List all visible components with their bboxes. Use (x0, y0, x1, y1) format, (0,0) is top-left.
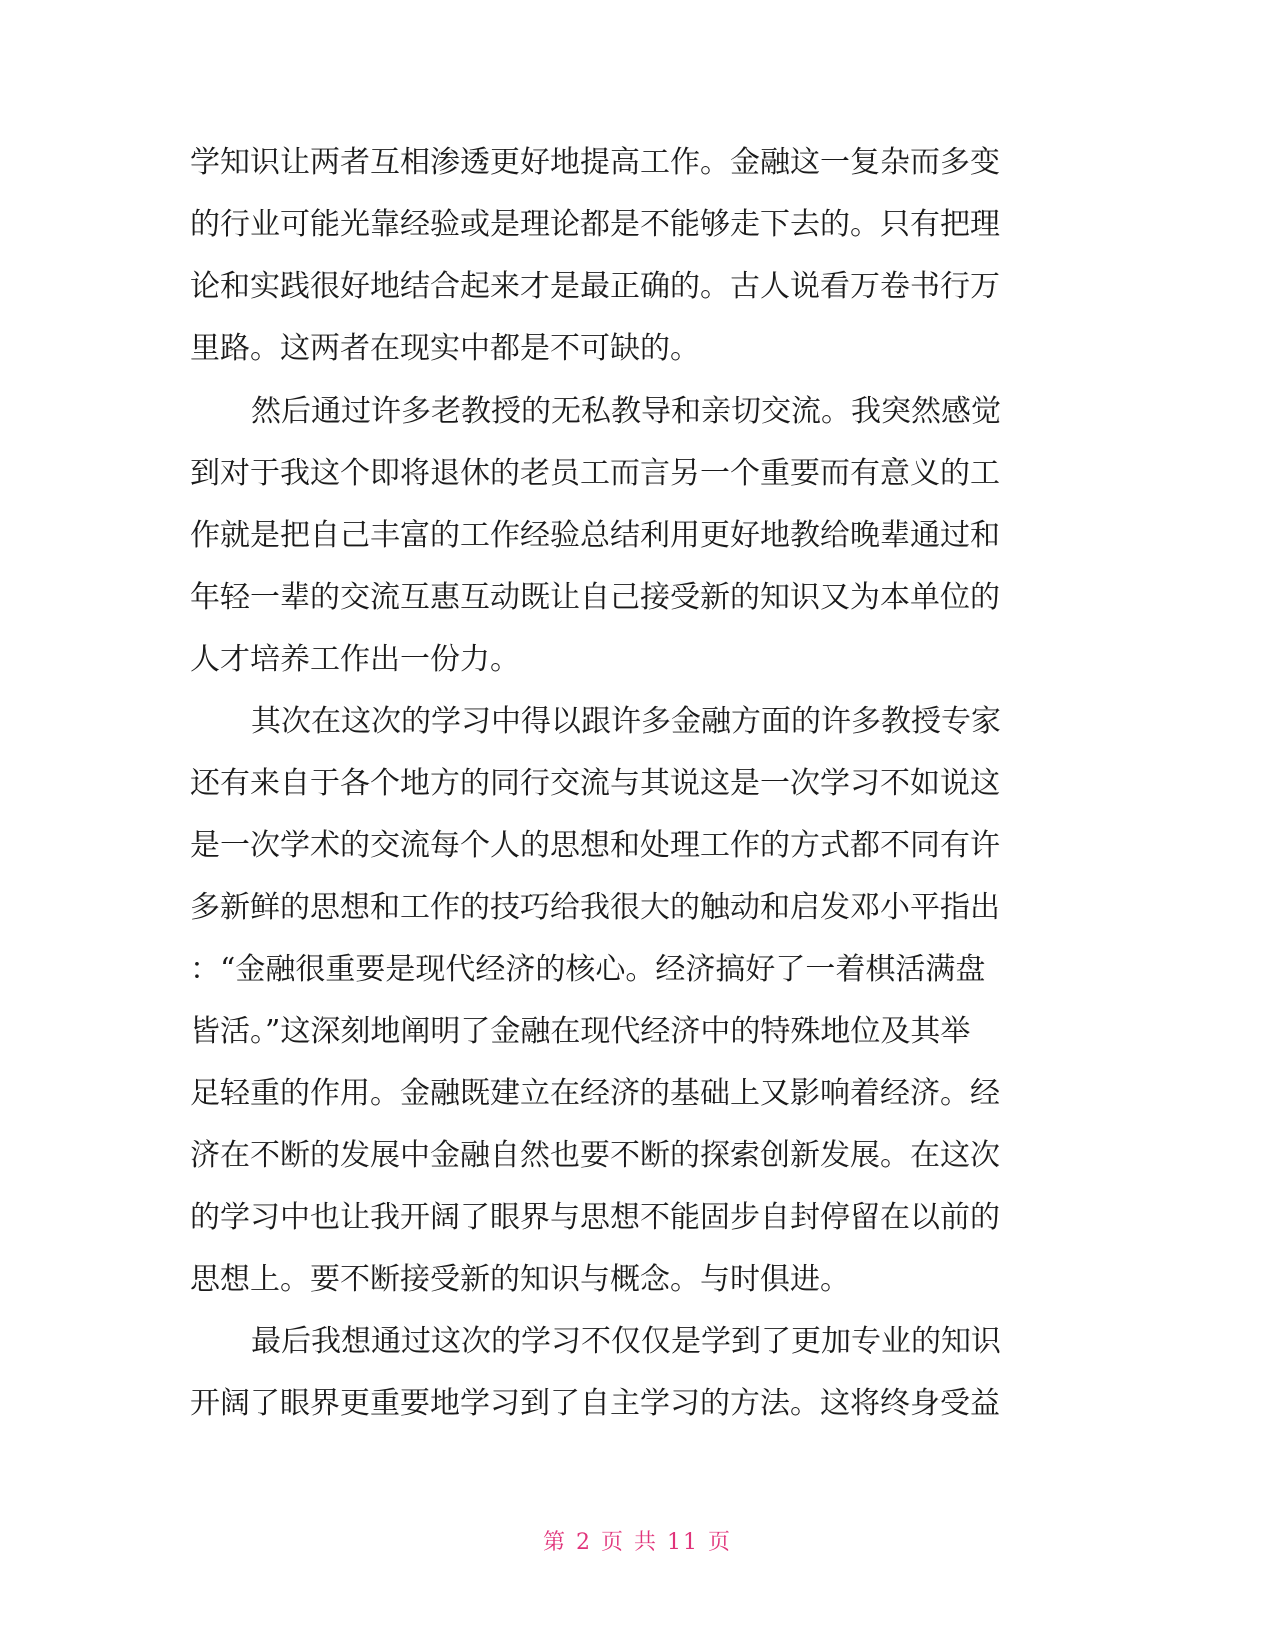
text-line: ：“金融很重要是现代经济的核心。经济搞好了一着棋活满盘 (190, 952, 986, 987)
page-number-footer: 第 2 页 共 11 页 (543, 1530, 732, 1555)
text-line: 其次在这次的学习中得以跟许多金融方面的许多教授专家 (251, 704, 1001, 739)
text-line: 年轻一辈的交流互惠互动既让自己接受新的知识又为本单位的 (190, 580, 1000, 615)
text-line: 还有来自于各个地方的同行交流与其说这是一次学习不如说这 (190, 766, 1000, 801)
text-line: 思想上。要不断接受新的知识与概念。与时俱进。 (190, 1262, 850, 1297)
text-line: 是一次学术的交流每个人的思想和处理工作的方式都不同有许 (190, 828, 1000, 863)
text-line: 作就是把自己丰富的工作经验总结利用更好地教给晚辈通过和 (190, 518, 1000, 553)
text-line: 的行业可能光靠经验或是理论都是不能够走下去的。只有把理 (190, 207, 1000, 242)
text-line: 皆活。”这深刻地阐明了金融在现代经济中的特殊地位及其举 (190, 1014, 971, 1049)
text-line: 学知识让两者互相渗透更好地提高工作。金融这一复杂而多变 (190, 145, 1000, 180)
text-line: 济在不断的发展中金融自然也要不断的探索创新发展。在这次 (190, 1138, 1000, 1173)
text-line: 然后通过许多老教授的无私教导和亲切交流。我突然感觉 (251, 394, 1001, 429)
text-line: 到对于我这个即将退休的老员工而言另一个重要而有意义的工 (190, 456, 1000, 491)
text-line: 的学习中也让我开阔了眼界与思想不能固步自封停留在以前的 (190, 1200, 1000, 1235)
text-line: 开阔了眼界更重要地学习到了自主学习的方法。这将终身受益 (190, 1386, 1000, 1421)
text-line: 论和实践很好地结合起来才是最正确的。古人说看万卷书行万 (190, 269, 1000, 304)
text-line: 多新鲜的思想和工作的技巧给我很大的触动和启发邓小平指出 (190, 890, 1000, 925)
text-line: 里路。这两者在现实中都是不可缺的。 (190, 331, 700, 366)
text-line: 最后我想通过这次的学习不仅仅是学到了更加专业的知识 (251, 1324, 1001, 1359)
text-line: 人才培养工作出一份力。 (190, 642, 520, 677)
text-line: 足轻重的作用。金融既建立在经济的基础上又影响着经济。经 (190, 1076, 1000, 1111)
